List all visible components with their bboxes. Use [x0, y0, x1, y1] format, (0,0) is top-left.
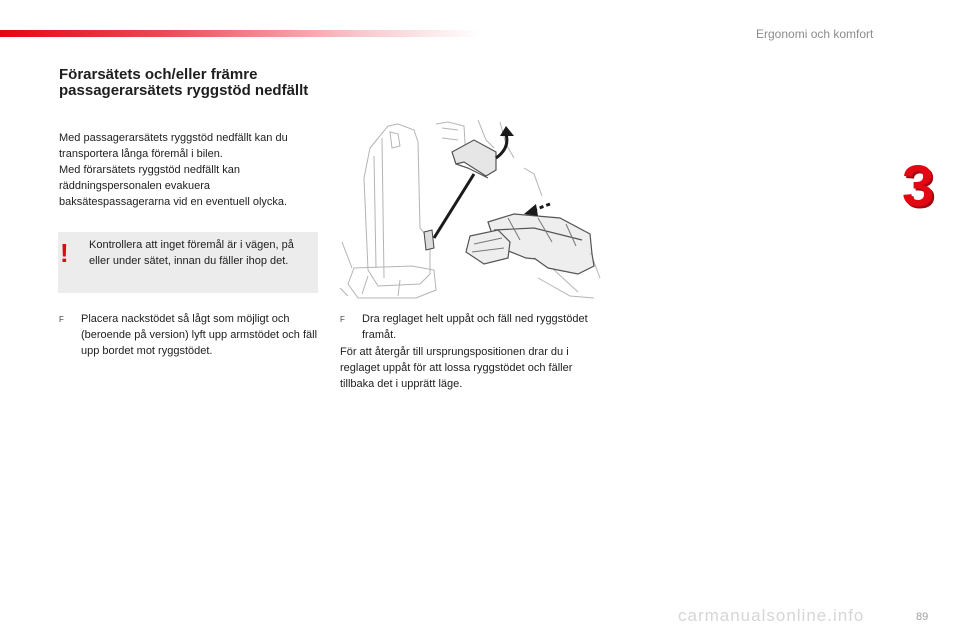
- page-number: 89: [916, 611, 929, 623]
- step-text: Placera nackstödet så lågt som möjligt och (beroende på version) lyft upp armstödet och fäll upp bordet mot ryggstödet.: [81, 313, 318, 357]
- step-item: [59, 311, 321, 359]
- watermark: carmanualsonline.info: [678, 606, 865, 625]
- chapter-number: 3: [902, 154, 935, 219]
- warning-text: Kontrollera att inget föremål är i vägen, på eller under sätet, innan du fäller ihop det.: [89, 239, 294, 267]
- intro-text: [59, 130, 321, 210]
- intro-paragraph: Med passagerarsätets ryggstöd nedfällt kan du transportera långa föremål i bilen.: [59, 132, 288, 160]
- warning-box: [58, 232, 318, 293]
- step-bullet: F: [59, 315, 64, 324]
- step-text: Dra reglaget helt uppåt och fäll ned ryggstödet framåt.: [362, 313, 588, 341]
- intro-paragraph: Med förarsätets ryggstöd nedfällt kan räddningspersonalen evakuera baksätespassagerarna vid en eventuell olycka.: [59, 164, 288, 208]
- header-accent-bar: [0, 30, 480, 37]
- exclamation-icon: !: [60, 238, 69, 268]
- section-title: Ergonomi och komfort: [756, 27, 874, 41]
- step-bullet: F: [340, 315, 345, 324]
- page-title: Förarsätets och/eller främre passagerarsätets ryggstöd nedfällt: [59, 66, 309, 99]
- seat-folding-illustration: [338, 118, 604, 300]
- step-item: [340, 311, 602, 343]
- restore-note: För att återgår till ursprungspositionen drar du i reglaget uppåt för att lossa ryggstödet och fäller tillbaka det i upprätt läge.: [340, 346, 573, 390]
